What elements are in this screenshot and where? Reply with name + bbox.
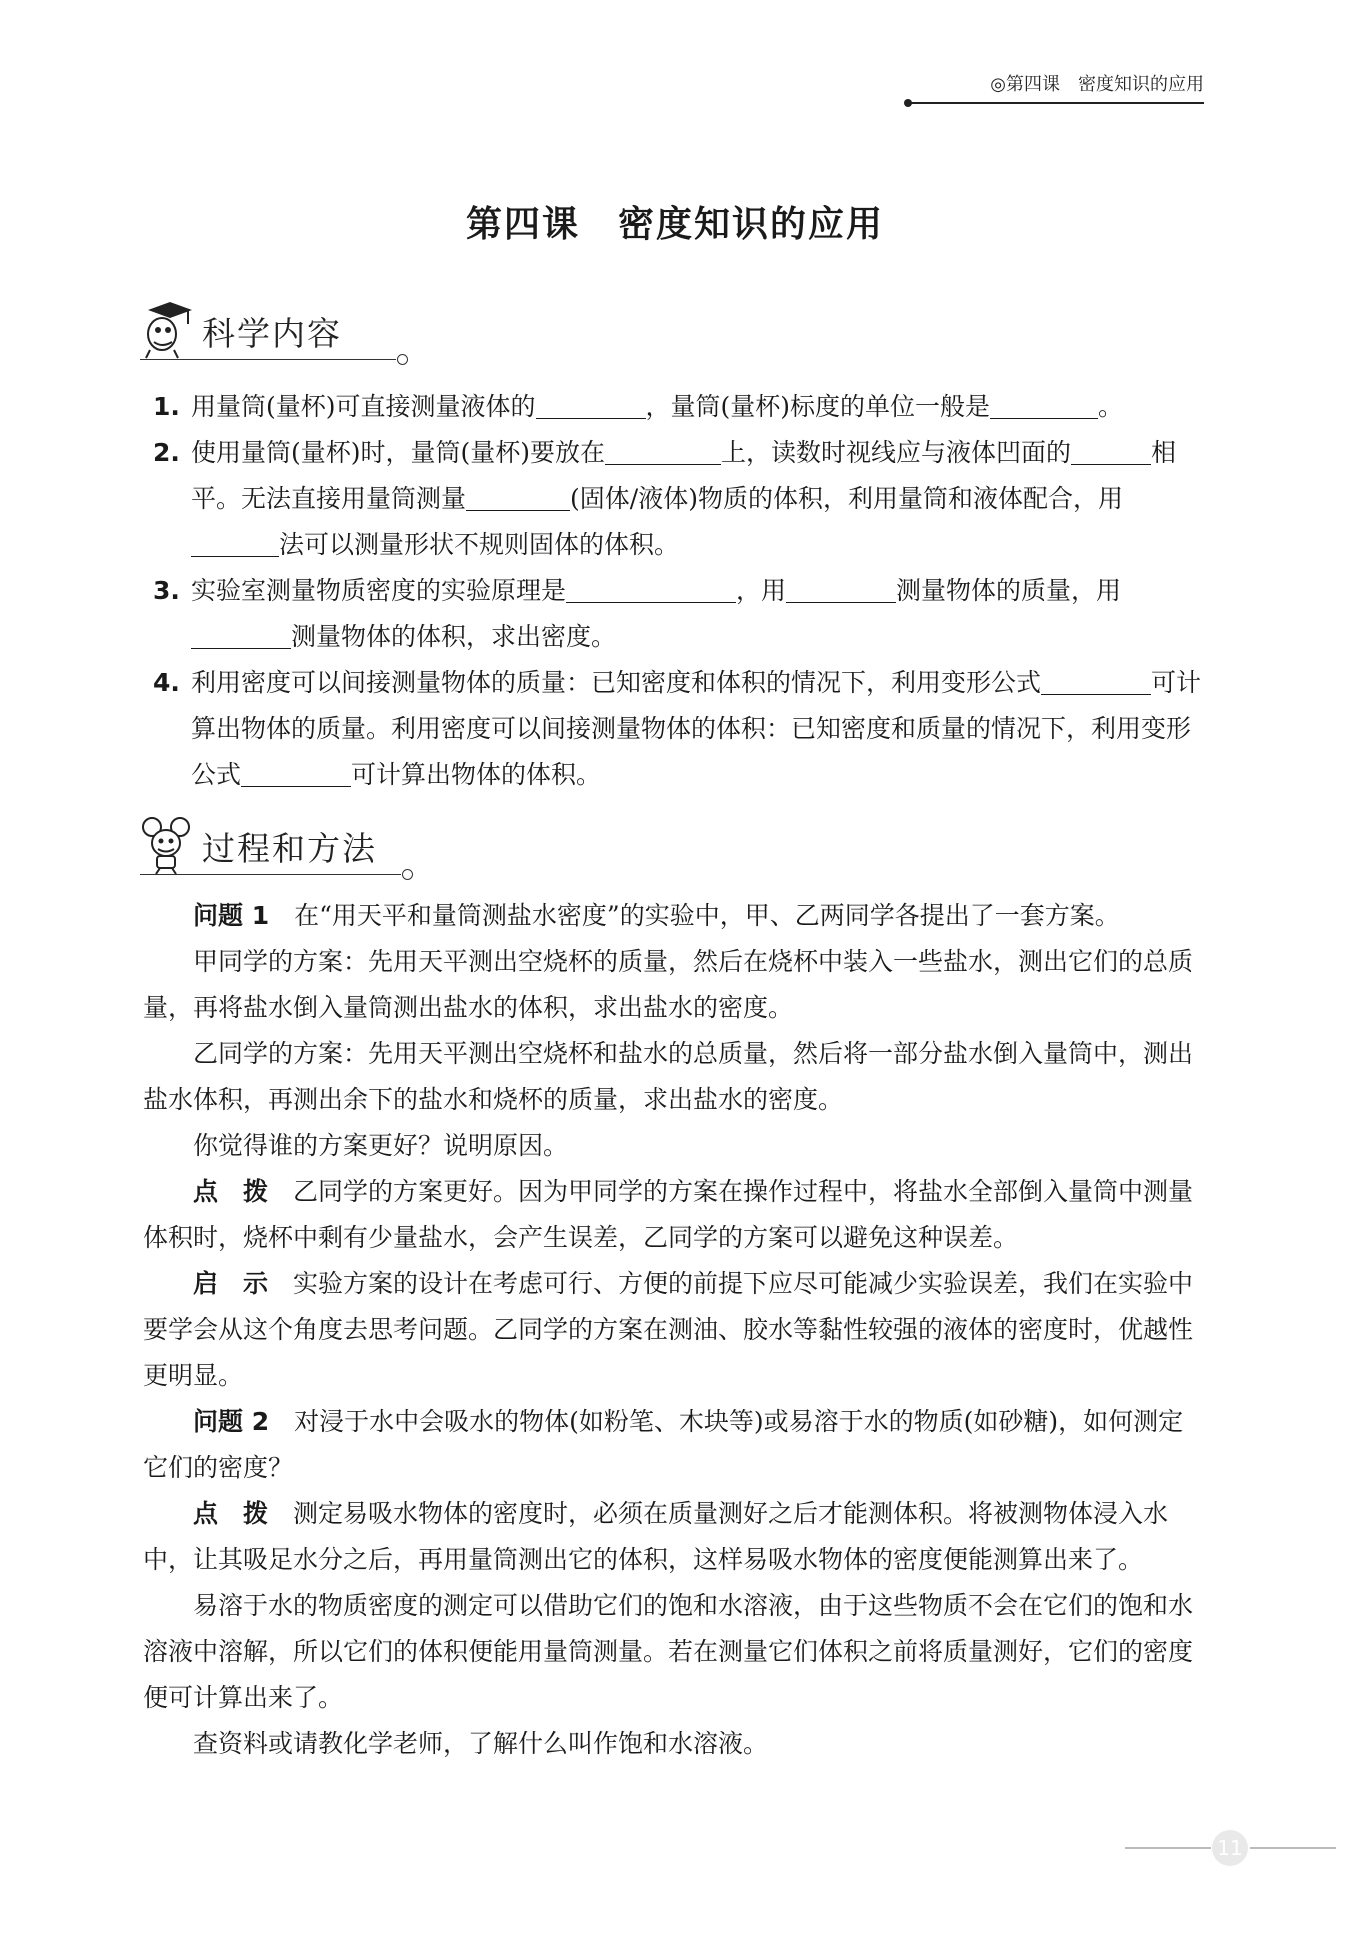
page-number: 11	[1212, 1830, 1248, 1866]
insight-label: 启 示	[193, 1269, 269, 1298]
section-title-process: 过程和方法	[202, 829, 377, 868]
header-rule	[910, 102, 1204, 104]
running-header-text: ◎第四课 密度知识的应用	[990, 74, 1204, 95]
item-text: (固体/液体)物质的体积，利用量筒和液体配合，用	[570, 484, 1123, 513]
item-number: 4.	[153, 668, 180, 697]
item-text: 上，读数时视线应与液体凹面的	[721, 438, 1072, 467]
item-text: ，量筒(量杯)标度的单位一般是	[645, 392, 991, 421]
item-text: 利用密度可以间接测量物体的质量：已知密度和体积的情况下，利用变形公式	[191, 668, 1042, 697]
scholar-mascot-icon	[140, 300, 194, 360]
answer-blank[interactable]	[466, 482, 570, 511]
answer-blank[interactable]	[191, 620, 291, 649]
research-paragraph: 查资料或请教化学老师，了解什么叫作饱和水溶液。	[193, 1729, 769, 1758]
answer-blank[interactable]	[1041, 666, 1151, 695]
footer-rule-right	[1250, 1847, 1336, 1849]
insight	[143, 1261, 1206, 1399]
running-header	[940, 70, 1204, 96]
item-text: 测量物体的质量，用	[896, 576, 1122, 605]
science-content	[143, 384, 1206, 798]
item-text: ，用	[736, 576, 787, 605]
item-text: 测量物体的体积，求出密度。	[291, 622, 617, 651]
item-number: 2.	[153, 438, 180, 467]
item-text: 可计算出物体的体积。	[351, 760, 602, 789]
hint-1	[143, 1169, 1206, 1261]
footer-rule-left	[1125, 1847, 1211, 1849]
answer-blank[interactable]	[566, 574, 736, 603]
question-1	[143, 893, 1206, 939]
list-item	[143, 568, 1206, 660]
insight-text: 实验方案的设计在考虑可行、方便的前提下应尽可能减少实验误差，我们在实验中要学会从这个角度去思考问题。乙同学的方案在测油、胶水等黏性较强的液体的密度时，优越性更明显。	[143, 1269, 1194, 1390]
answer-blank[interactable]	[191, 528, 279, 557]
answer-blank[interactable]	[786, 574, 896, 603]
answer-blank[interactable]	[536, 390, 646, 419]
item-text: 使用量筒(量杯)时，量筒(量杯)要放在	[191, 438, 606, 467]
process-content	[143, 893, 1206, 1767]
question-label: 问题 1	[193, 901, 270, 930]
hint-label: 点 拨	[193, 1499, 269, 1528]
lesson-title: 第四课 密度知识的应用	[465, 203, 884, 245]
section-underline	[140, 359, 396, 360]
answer-blank[interactable]	[990, 390, 1098, 419]
question-text: 在“用天平和量筒测盐水密度”的实验中，甲、乙两同学各提出了一套方案。	[294, 901, 1120, 930]
item-text: 可计算出物体的质量。利用密度可以间接测量物体的体积：已知密度和质量的情况下，利用变形公式	[191, 668, 1202, 789]
item-number: 1.	[153, 392, 180, 421]
hint-text: 测定易吸水物体的密度时，必须在质量测好之后才能测体积。将被测物体浸入水中，让其吸足水分之后，再用量筒测出它的体积，这样易吸水物体的密度便能测算出来了。	[143, 1499, 1169, 1574]
item-text: 法可以测量形状不规则固体的体积。	[279, 530, 680, 559]
item-text: 。	[1098, 392, 1124, 421]
answer-blank[interactable]	[241, 758, 351, 787]
item-number: 3.	[153, 576, 180, 605]
item-text: 用量筒(量杯)可直接测量液体的	[191, 392, 536, 421]
plan-b: 乙同学的方案：先用天平测出空烧杯和盐水的总质量，然后将一部分盐水倒入量筒中，测出盐水体积，再测出余下的盐水和烧杯的质量，求出盐水的密度。	[143, 1039, 1194, 1114]
hint-label: 点 拨	[193, 1177, 269, 1206]
question-2	[143, 1399, 1206, 1491]
item-text: 相平。无法直接用量筒测量	[191, 438, 1177, 513]
hint-2	[143, 1491, 1206, 1583]
list-item	[143, 384, 1206, 430]
list-item	[143, 660, 1206, 798]
answer-blank[interactable]	[1071, 436, 1151, 465]
hint-text: 乙同学的方案更好。因为甲同学的方案在操作过程中，将盐水全部倒入量筒中测量体积时，烧杯中剩有少量盐水，会产生误差，乙同学的方案可以避免这种误差。	[143, 1177, 1194, 1252]
answer-blank[interactable]	[605, 436, 721, 465]
section-underline	[140, 874, 401, 875]
question-label: 问题 2	[193, 1407, 270, 1436]
soluble-paragraph: 易溶于水的物质密度的测定可以借助它们的饱和水溶液，由于这些物质不会在它们的饱和水溶液中溶解，所以它们的体积便能用量筒测量。若在测量它们体积之前将质量测好，它们的密度便可计算出来了。	[143, 1591, 1194, 1712]
list-item	[143, 430, 1206, 568]
question-text: 对浸于水中会吸水的物体(如粉笔、木块等)或易溶于水的物质(如砂糖)，如何测定它们的密度？	[143, 1407, 1184, 1482]
item-text: 实验室测量物质密度的实验原理是	[191, 576, 567, 605]
question-1-ask: 你觉得谁的方案更好？说明原因。	[193, 1131, 569, 1160]
mouse-mascot-icon	[140, 815, 194, 875]
section-title-science: 科学内容	[202, 314, 342, 353]
plan-a: 甲同学的方案：先用天平测出空烧杯的质量，然后在烧杯中装入一些盐水，测出它们的总质量，再将盐水倒入量筒测出盐水的体积，求出盐水的密度。	[143, 947, 1194, 1022]
section-heading-process	[140, 815, 415, 875]
section-heading-science	[140, 300, 410, 360]
